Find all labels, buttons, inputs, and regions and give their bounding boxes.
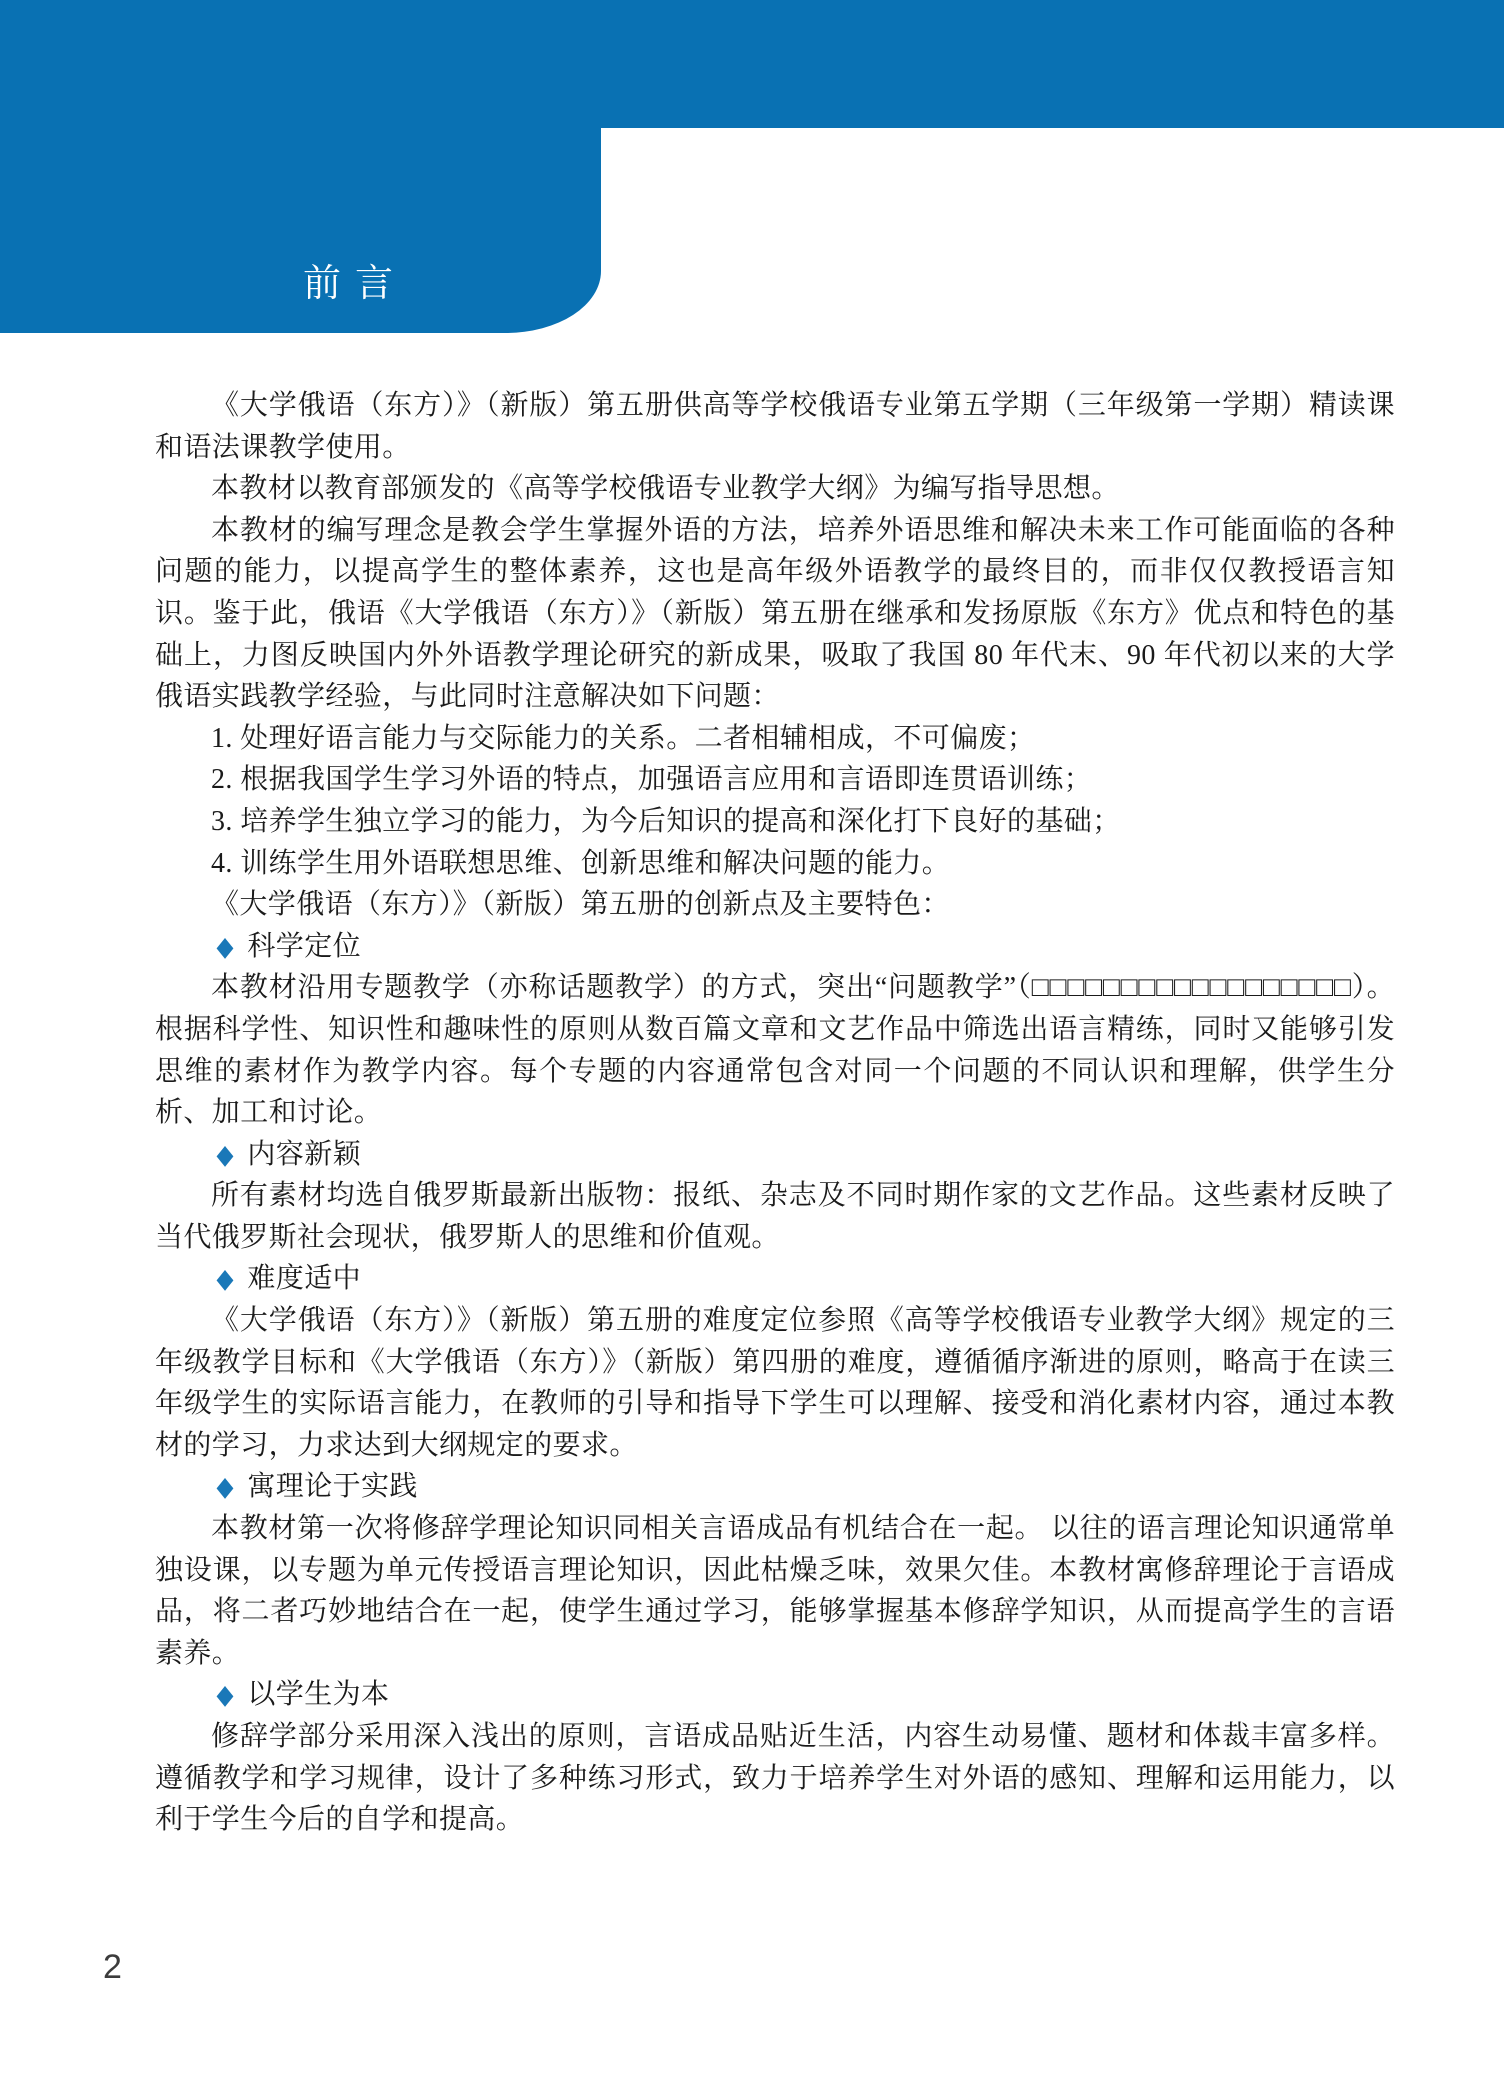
feature-heading-label: 以学生为本 xyxy=(247,1679,390,1711)
body-paragraph: 本教材第一次将修辞学理论知识同相关言语成品有机结合在一起。 以往的语言理论知识通常单独设课，以专题为单元传授语言理论知识，因此枯燥乏味，效果欠佳。本教材寓修辞理论于言语成品，将二者巧妙地结合在一起，使学生通过学习，能够掌握基本修辞学知识，从而提高学生的言语素养。 xyxy=(155,1513,1395,1669)
diamond-bullet-icon: ◆ xyxy=(216,1138,234,1170)
page-number: 2 xyxy=(103,1948,122,1986)
diamond-bullet-icon: ◆ xyxy=(216,930,234,962)
body-paragraph: 《大学俄语（东方）》（新版）第五册的难度定位参照《高等学校俄语专业教学大纲》规定的三年级教学目标和《大学俄语（东方）》（新版）第四册的难度，遵循循序渐进的原则，略高于在读三年级学生的实际语言能力，在教师的引导和指导下学生可以理解、接受和消化素材内容，通过本教材的学习，力求达到大纲规定的要求。 xyxy=(155,1305,1395,1461)
feature-heading xyxy=(155,1466,1395,1508)
feature-heading-label: 科学定位 xyxy=(247,930,362,962)
feature-heading xyxy=(155,926,1395,968)
feature-heading xyxy=(155,1134,1395,1176)
body-paragraph: 3. 培养学生独立学习的能力，为今后知识的提高和深化打下良好的基础； xyxy=(211,805,1121,837)
feature-heading-label: 内容新颖 xyxy=(247,1138,362,1170)
body-paragraph: 修辞学部分采用深入浅出的原则，言语成品贴近生活，内容生动易懂、题材和体裁丰富多样。遵循教学和学习规律，设计了多种练习形式，致力于培养学生对外语的感知、理解和运用能力，以利于学生今后的自学和提高。 xyxy=(155,1721,1395,1836)
header-tab-background xyxy=(0,0,601,333)
page-title: 前言 xyxy=(303,263,408,305)
body-paragraph: 2. 根据我国学生学习外语的特点，加强语言应用和言语即连贯语训练； xyxy=(211,764,1093,796)
feature-heading xyxy=(155,1674,1395,1716)
body-paragraph: 所有素材均选自俄罗斯最新出版物：报纸、杂志及不同时期作家的文艺作品。这些素材反映了当代俄罗斯社会现状，俄罗斯人的思维和价值观。 xyxy=(155,1180,1395,1253)
feature-heading xyxy=(155,1258,1395,1300)
preface-body xyxy=(155,385,1395,1841)
body-paragraph: 《大学俄语（东方）》（新版）第五册的创新点及主要特色： xyxy=(211,889,950,921)
body-paragraph: 本教材的编写理念是教会学生掌握外语的方法，培养外语思维和解决未来工作可能面临的各种问题的能力，以提高学生的整体素养，这也是高年级外语教学的最终目的，而非仅仅教授语言知识。鉴于此，俄语《大学俄语（东方）》（新版）第五册在继承和发扬原版《东方》优点和特色的基础上，力图反映国内外外语教学理论研究的新成果，吸取了我国 80 年代末、90 年代初以来的大学俄语实践教学经验，与此同时注意解决如下问题： xyxy=(155,514,1395,713)
feature-heading-label: 寓理论于实践 xyxy=(247,1471,418,1503)
body-paragraph: 1. 处理好语言能力与交际能力的关系。二者相辅相成，不可偏废； xyxy=(211,722,1036,754)
feature-heading-label: 难度适中 xyxy=(247,1263,362,1295)
body-paragraph: 本教材沿用专题教学（亦称话题教学）的方式，突出“问题教学”（□□□□□□□□□□□□□□□□□□）。根据科学性、知识性和趣味性的原则从数百篇文章和文艺作品中筛选出语言精练，同时又能够引发思维的素材作为教学内容。每个专题的内容通常包含对同一个问题的不同认识和理解，供学生分析、加工和讨论。 xyxy=(155,972,1395,1129)
diamond-bullet-icon: ◆ xyxy=(216,1471,234,1503)
diamond-bullet-icon: ◆ xyxy=(216,1679,234,1711)
body-paragraph: 《大学俄语（东方）》（新版）第五册供高等学校俄语专业第五学期（三年级第一学期）精读课和语法课教学使用。 xyxy=(155,390,1395,463)
body-paragraph: 本教材以教育部颁发的《高等学校俄语专业教学大纲》为编写指导思想。 xyxy=(211,473,1120,505)
body-paragraph: 4. 训练学生用外语联想思维、创新思维和解决问题的能力。 xyxy=(211,847,951,879)
diamond-bullet-icon: ◆ xyxy=(216,1263,234,1295)
